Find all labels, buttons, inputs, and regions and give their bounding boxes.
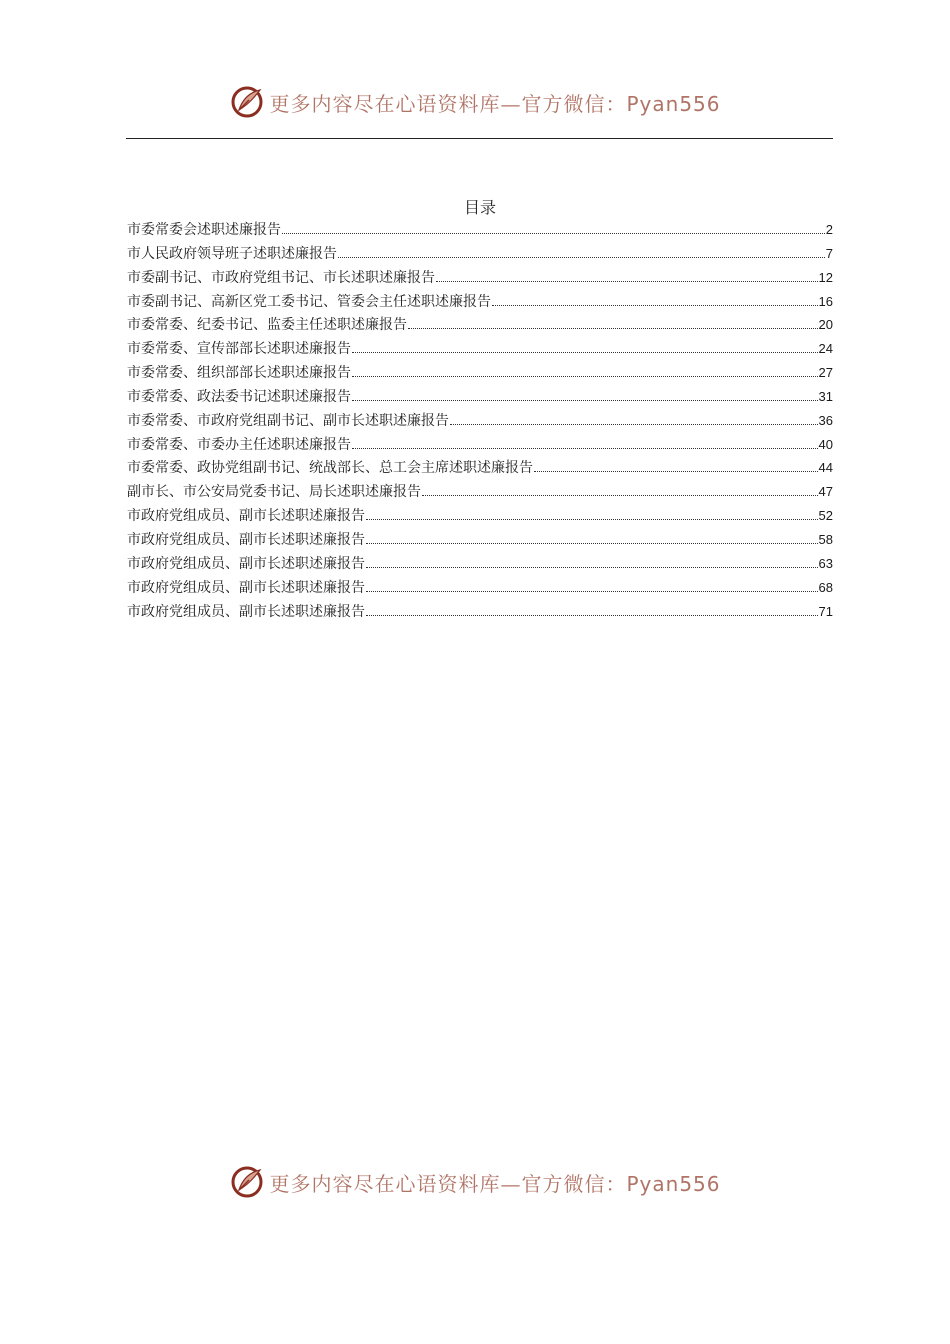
footer-banner-wx-label: 官方微信： <box>521 1171 627 1196</box>
footer-banner-wx-id: Pyan556 <box>626 1171 721 1196</box>
toc-entry-page: 16 <box>818 293 833 309</box>
toc-entry-text: 市委副书记、高新区党工委书记、管委会主任述职述廉报告 <box>127 293 491 310</box>
toc-entry-page: 24 <box>818 341 833 357</box>
toc-entry-text: 市委常委、市政府党组副书记、副市长述职述廉报告 <box>127 412 449 429</box>
toc-entry[interactable] <box>127 337 833 361</box>
toc-leader-dots <box>366 591 818 592</box>
toc-leader-dots <box>352 448 818 449</box>
toc-entry[interactable] <box>127 433 833 457</box>
toc-entry-text: 市人民政府领导班子述职述廉报告 <box>127 245 337 262</box>
toc-entry-page: 27 <box>818 365 833 381</box>
footer-banner-sep: — <box>500 1171 522 1196</box>
toc-entry-text: 市委常委、组织部部长述职述廉报告 <box>127 365 351 382</box>
toc-leader-dots <box>408 328 818 329</box>
header-banner-wx-id: Pyan556 <box>626 91 721 116</box>
toc-entry[interactable] <box>127 504 833 528</box>
toc-entry-page: 20 <box>818 317 833 333</box>
toc-leader-dots <box>338 257 825 258</box>
toc-entry-text: 市委常委、纪委书记、监委主任述职述廉报告 <box>127 317 407 334</box>
quill-logo-icon <box>229 1164 265 1200</box>
toc-leader-dots <box>352 376 818 377</box>
toc-entry-page: 71 <box>818 603 833 619</box>
toc-entry-page: 44 <box>818 460 833 476</box>
toc-entry[interactable] <box>127 480 833 504</box>
toc-entry-page: 47 <box>818 484 833 500</box>
toc-entry-text: 市委常委、宣传部部长述职述廉报告 <box>127 341 351 358</box>
footer-banner <box>0 1160 950 1204</box>
toc-leader-dots <box>366 519 818 520</box>
toc-entry-page: 63 <box>818 555 833 571</box>
toc-entry[interactable] <box>127 266 833 290</box>
toc-entry[interactable] <box>127 600 833 624</box>
toc-leader-dots <box>492 305 818 306</box>
toc-leader-dots <box>422 495 818 496</box>
header-divider <box>126 138 833 139</box>
toc-entry-page: 52 <box>818 508 833 524</box>
toc-entry-page: 68 <box>818 579 833 595</box>
toc-entry[interactable] <box>127 528 833 552</box>
toc-entry-text: 市委常委、政协党组副书记、统战部长、总工会主席述职述廉报告 <box>127 460 533 477</box>
toc-entry-page: 36 <box>818 412 833 428</box>
toc-entry-text: 市政府党组成员、副市长述职述廉报告 <box>127 555 365 572</box>
header-banner <box>0 80 950 124</box>
toc-leader-dots <box>282 233 825 234</box>
toc-leader-dots <box>366 543 818 544</box>
toc-entry[interactable] <box>127 385 833 409</box>
header-banner-main: 更多内容尽在心语资料库 <box>269 91 501 116</box>
toc-entry[interactable] <box>127 242 833 266</box>
toc-title: 目录 <box>463 198 496 217</box>
toc-entry-text: 市委常委会述职述廉报告 <box>127 222 281 238</box>
toc-entry-text: 市委常委、政法委书记述职述廉报告 <box>127 388 351 405</box>
header-banner-wx-label: 官方微信： <box>521 91 627 116</box>
footer-banner-main: 更多内容尽在心语资料库 <box>269 1171 501 1196</box>
header-banner-text <box>269 88 720 117</box>
toc-entry-text: 市委副书记、市政府党组书记、市长述职述廉报告 <box>127 269 435 286</box>
toc-entry-page: 58 <box>818 531 833 547</box>
toc-entry[interactable] <box>127 552 833 576</box>
toc-entry[interactable] <box>127 313 833 337</box>
toc-leader-dots <box>352 400 818 401</box>
toc-entry-text: 副市长、市公安局党委书记、局长述职述廉报告 <box>127 484 421 501</box>
footer-banner-text <box>269 1168 720 1197</box>
toc-entry[interactable] <box>127 361 833 385</box>
toc-leader-dots <box>450 424 818 425</box>
quill-logo-icon <box>229 84 265 120</box>
toc-entry[interactable] <box>127 218 833 242</box>
toc-entry-page: 40 <box>818 436 833 452</box>
toc-entry-text: 市政府党组成员、副市长述职述廉报告 <box>127 508 365 525</box>
toc-entry[interactable] <box>127 456 833 480</box>
toc-entry-page: 2 <box>825 222 833 237</box>
toc-leader-dots <box>436 281 818 282</box>
toc-entry[interactable] <box>127 290 833 314</box>
header-banner-sep: — <box>500 91 522 116</box>
toc-entry-page: 31 <box>818 388 833 404</box>
toc-list <box>127 218 833 623</box>
toc-entry-text: 市政府党组成员、副市长述职述廉报告 <box>127 579 365 596</box>
toc-leader-dots <box>366 567 818 568</box>
toc-leader-dots <box>352 352 818 353</box>
toc-entry-page: 12 <box>818 269 833 285</box>
toc-leader-dots <box>366 615 818 616</box>
toc-entry-text: 市政府党组成员、副市长述职述廉报告 <box>127 603 365 620</box>
toc-entry-text: 市政府党组成员、副市长述职述廉报告 <box>127 531 365 548</box>
toc-leader-dots <box>534 471 818 472</box>
toc-entry[interactable] <box>127 576 833 600</box>
toc-entry[interactable] <box>127 409 833 433</box>
toc-entry-text: 市委常委、市委办主任述职述廉报告 <box>127 436 351 453</box>
toc-entry-page: 7 <box>825 245 833 261</box>
